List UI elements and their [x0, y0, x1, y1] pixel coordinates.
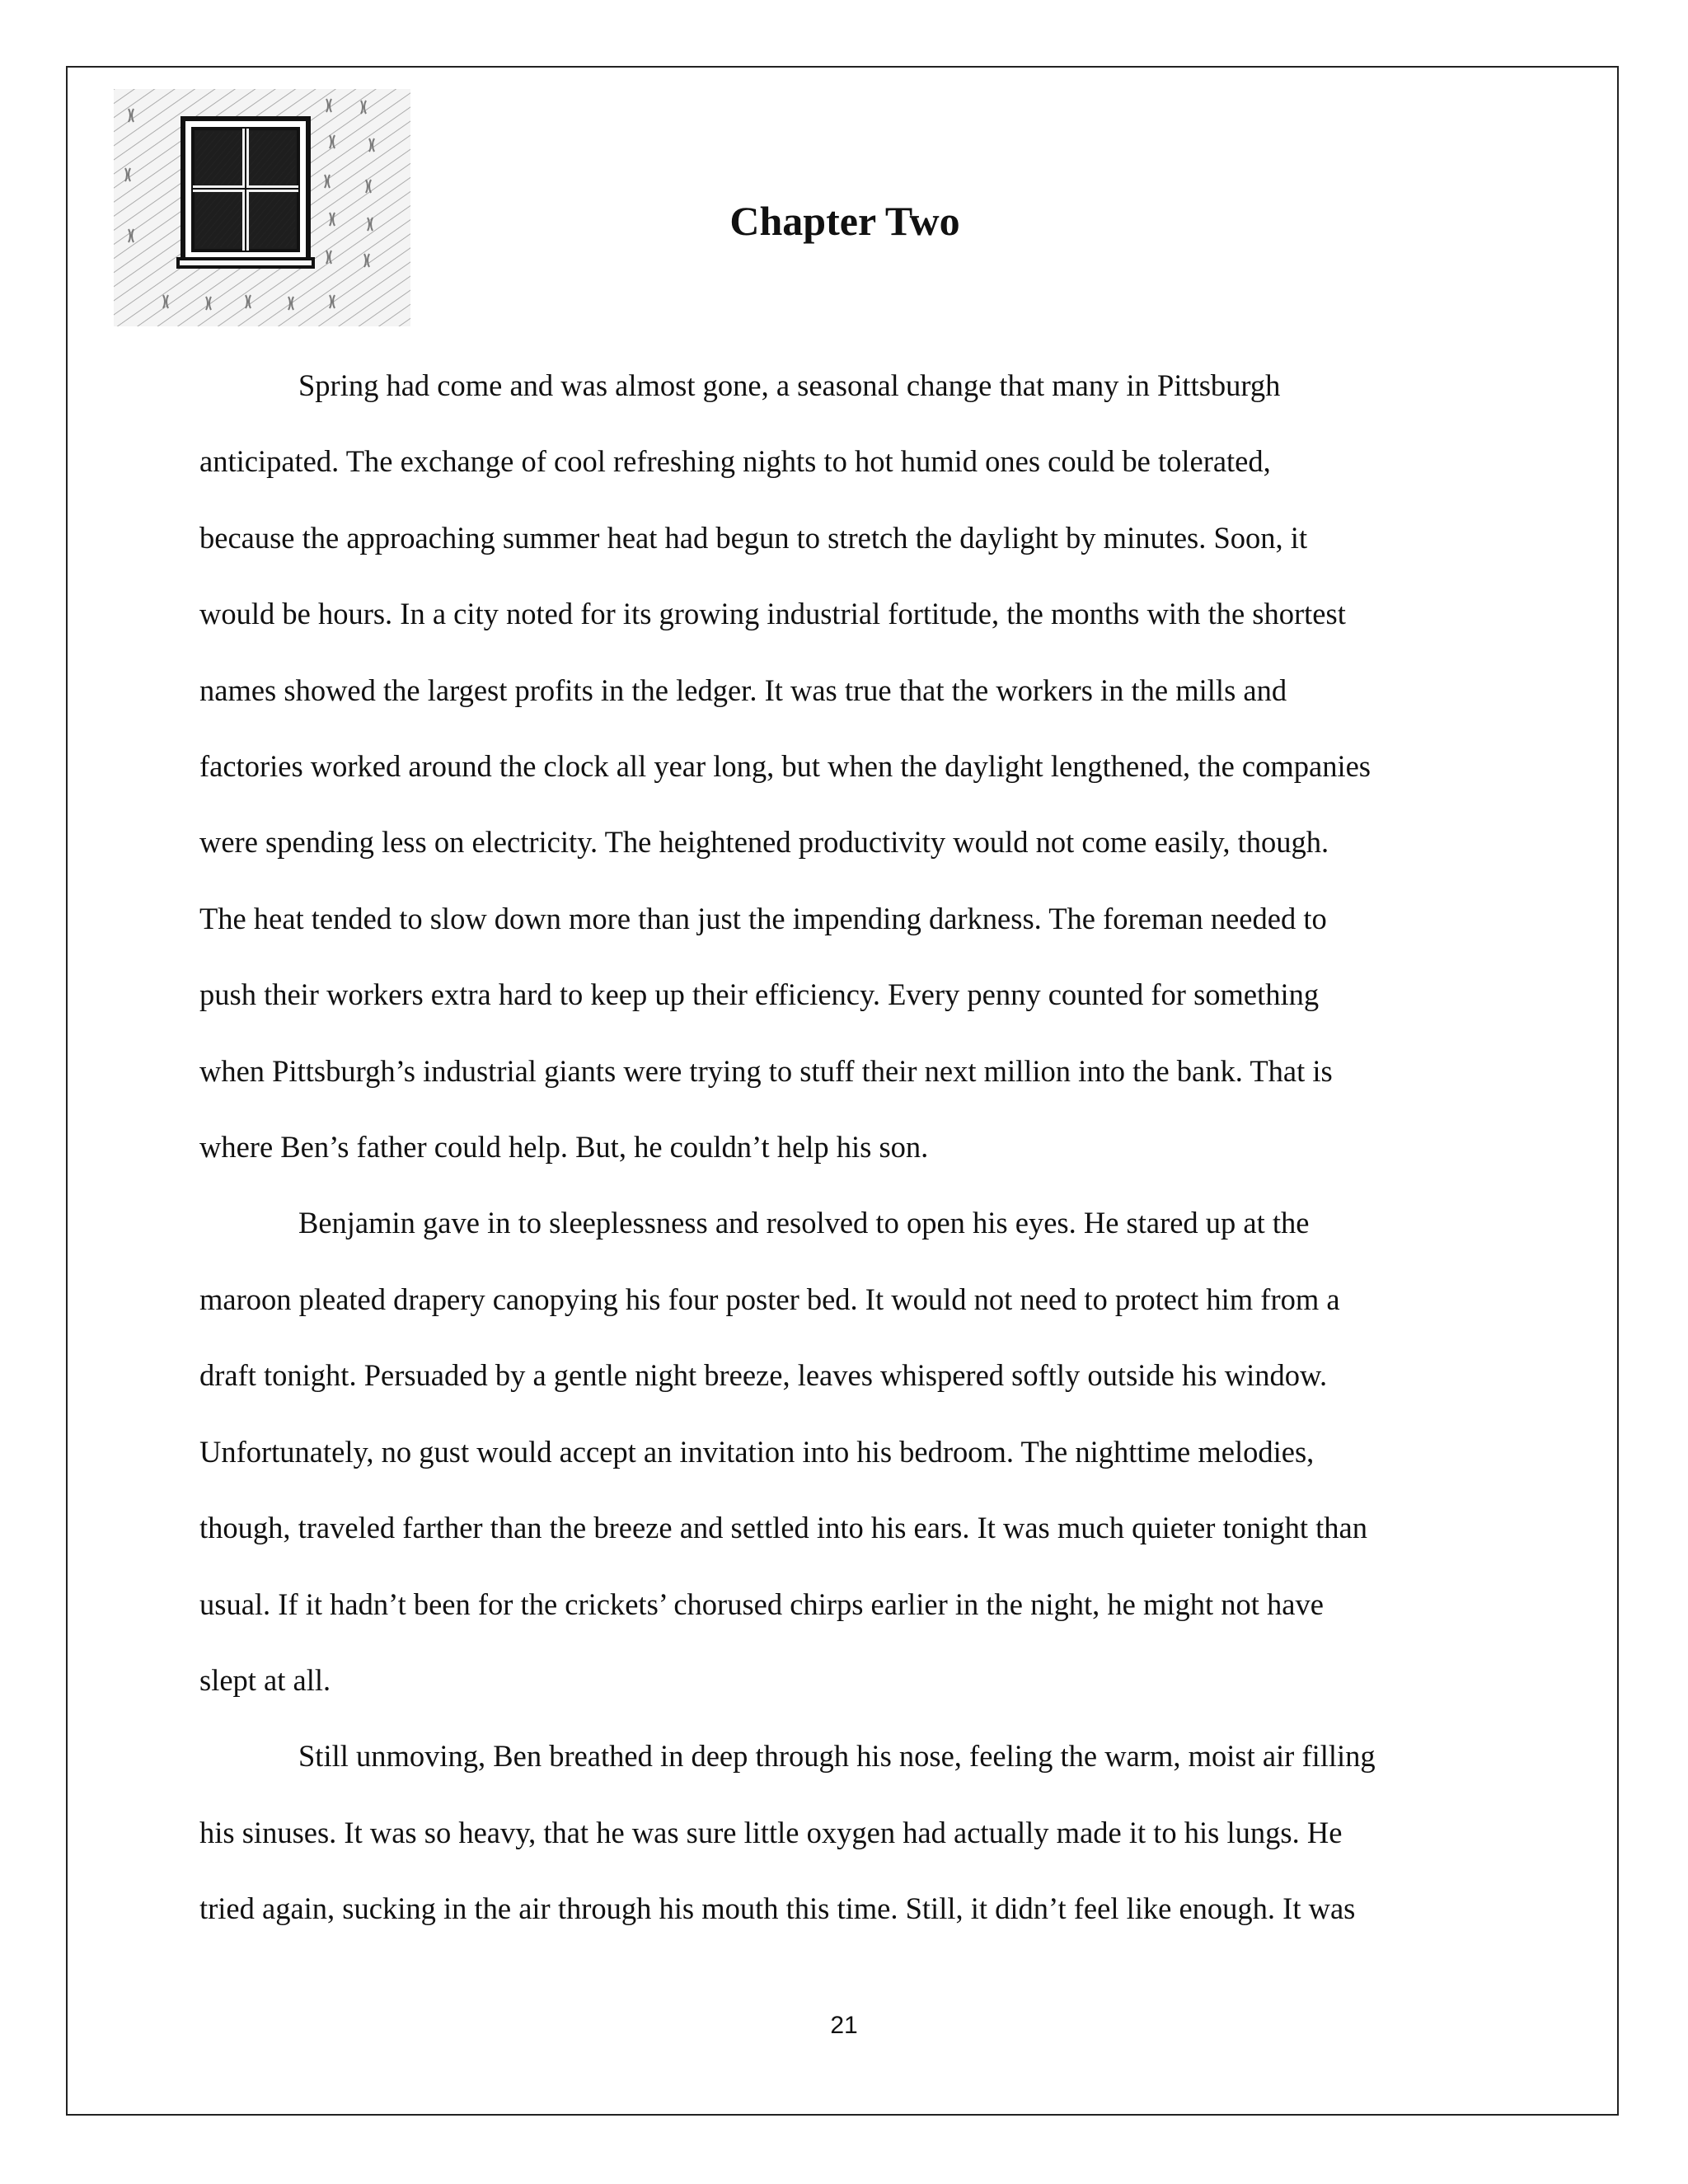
text-line: though, traveled farther than the breeze and settled into his ears. It was much quieter tonight than: [199, 1511, 1367, 1545]
text-line: Still unmoving, Ben breathed in deep through his nose, feeling the warm, moist air filling: [298, 1739, 1376, 1774]
text-line: where Ben’s father could help. But, he couldn’t help his son.: [199, 1130, 929, 1165]
text-line: factories worked around the clock all year long, but when the daylight lengthened, the companies: [199, 749, 1372, 784]
text-line: anticipated. The exchange of cool refreshing nights to hot humid ones could be tolerated,: [199, 444, 1271, 479]
text-line: Unfortunately, no gust would accept an invitation into his bedroom. The nighttime melodies,: [199, 1434, 1315, 1469]
text-line: maroon pleated drapery canopying his four poster bed. It would not need to protect him from a: [199, 1282, 1340, 1316]
text-line: usual. If it hadn’t been for the crickets’ chorused chirps earlier in the night, he might not have: [199, 1586, 1324, 1621]
text-line: slept at all.: [199, 1662, 331, 1697]
page-number: 21: [830, 2012, 858, 2039]
paragraph: [199, 1185, 1502, 1718]
chapter-title: Chapter Two: [729, 198, 960, 244]
text-line: Spring had come and was almost gone, a seasonal change that many in Pittsburgh: [298, 368, 1281, 402]
text-line: when Pittsburgh’s industrial giants were trying to stuff their next million into the bank. That is: [199, 1053, 1333, 1088]
text-line: names showed the largest profits in the ledger. It was true that the workers in the mills and: [199, 673, 1287, 707]
text-line: tried again, sucking in the air through his mouth this time. Still, it didn’t feel like enough. It was: [199, 1891, 1356, 1926]
window-sketch-icon: [114, 89, 410, 326]
text-line: Benjamin gave in to sleeplessness and resolved to open his eyes. He stared up at the: [298, 1206, 1310, 1240]
text-line: his sinuses. It was so heavy, that he was sure little oxygen had actually made it to his lungs. He: [199, 1815, 1343, 1849]
paragraph: [199, 1718, 1502, 1947]
paragraph: [199, 348, 1502, 1185]
text-line: would be hours. In a city noted for its growing industrial fortitude, the months with the shortest: [199, 597, 1346, 631]
text-line: were spending less on electricity. The heightened productivity would not come easily, though.: [199, 825, 1329, 860]
text-line: because the approaching summer heat had begun to stretch the daylight by minutes. Soon, it: [199, 520, 1308, 555]
chapter-body: [199, 348, 1502, 1947]
text-line: The heat tended to slow down more than just the impending darkness. The foreman needed to: [199, 901, 1327, 935]
text-line: push their workers extra hard to keep up their efficiency. Every penny counted for something: [199, 977, 1320, 1012]
text-line: draft tonight. Persuaded by a gentle night breeze, leaves whispered softly outside his window.: [199, 1358, 1328, 1393]
